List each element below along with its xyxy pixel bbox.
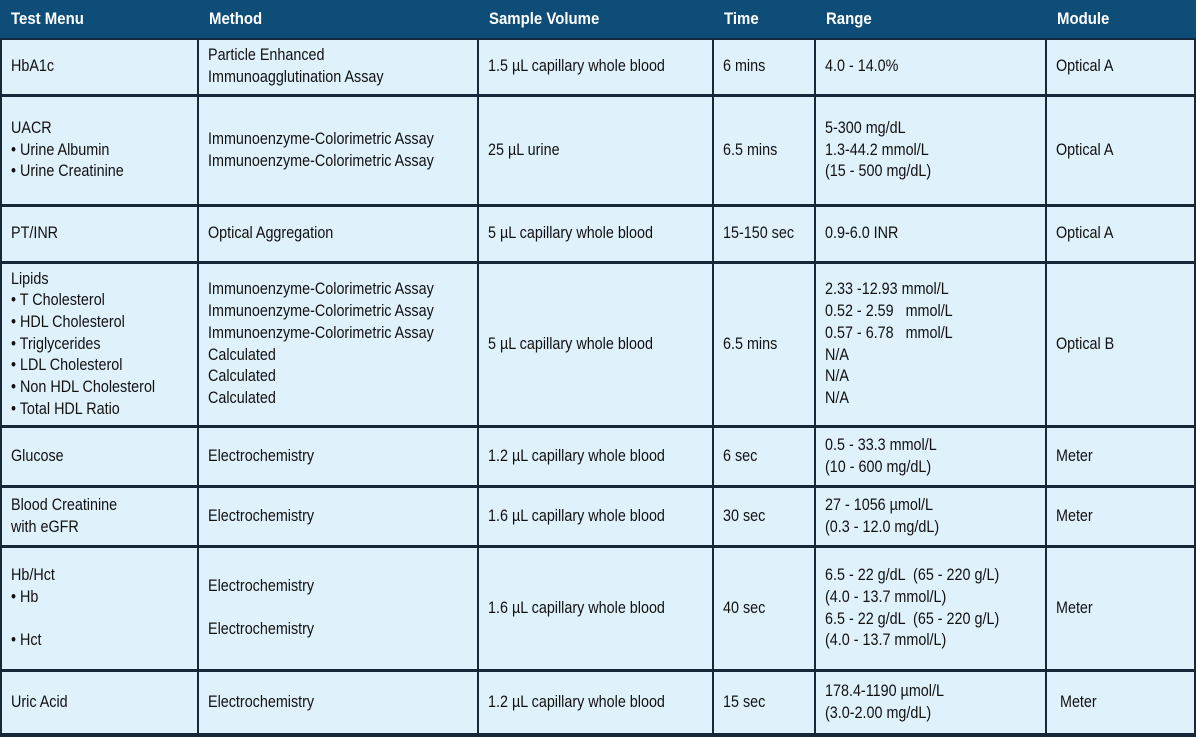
cell-sample-volume bbox=[479, 672, 712, 733]
cell-text: 2.33 -12.93 mmol/L bbox=[825, 280, 949, 299]
cell-text: Glucose bbox=[11, 446, 64, 465]
cell-module bbox=[1047, 264, 1194, 425]
cell-text: 1.6 µL capillary whole blood bbox=[488, 506, 665, 525]
cell-time bbox=[714, 548, 814, 669]
cell-text: • HDL Cholesterol bbox=[11, 312, 125, 331]
cell-text: Immunoenzyme-Colorimetric Assay bbox=[208, 302, 434, 321]
cell-text: 1.2 µL capillary whole blood bbox=[488, 692, 665, 711]
cell-text: 0.9-6.0 INR bbox=[825, 224, 899, 243]
cell-sample-volume bbox=[479, 428, 712, 485]
cell-method bbox=[199, 207, 477, 261]
cell-text: • Hb bbox=[11, 587, 39, 606]
cell-sample-volume bbox=[479, 40, 712, 94]
cell-text: Blood Creatinine bbox=[11, 495, 118, 514]
header-method: Method bbox=[209, 9, 263, 28]
cell-text: • Hct bbox=[11, 631, 42, 650]
cell-text: (10 - 600 mg/dL) bbox=[825, 457, 932, 476]
cell-text: 30 sec bbox=[723, 506, 766, 525]
cell-text: • Urine Albumin bbox=[11, 140, 110, 159]
cell-text: 1.2 µL capillary whole blood bbox=[488, 446, 665, 465]
cell-text: HbA1c bbox=[11, 57, 55, 76]
cell-text: Electrochemistry bbox=[208, 576, 315, 595]
cell-sample-volume bbox=[479, 207, 712, 261]
cell-time bbox=[714, 207, 814, 261]
cell-method bbox=[199, 40, 477, 94]
cell-text: 15 sec bbox=[723, 692, 766, 711]
cell-method bbox=[199, 488, 477, 545]
header-range: Range bbox=[826, 9, 872, 28]
header-sample-volume: Sample Volume bbox=[489, 9, 600, 28]
cell-test-menu bbox=[2, 40, 197, 94]
cell-text: 27 - 1056 µmol/L bbox=[825, 495, 934, 514]
cell-text: 1.3-44.2 mmol/L bbox=[825, 140, 929, 159]
cell-text: Hb/Hct bbox=[11, 566, 55, 585]
cell-text: (4.0 - 13.7 mmol/L) bbox=[825, 587, 947, 606]
cell-range bbox=[816, 97, 1045, 204]
cell-text: with eGFR bbox=[11, 517, 79, 536]
cell-sample-volume bbox=[479, 548, 712, 669]
cell-range bbox=[816, 207, 1045, 261]
cell-text: N/A bbox=[825, 388, 849, 407]
cell-text: Calculated bbox=[208, 345, 276, 364]
cell-text: 6.5 - 22 g/dL (65 - 220 g/L) bbox=[825, 566, 1000, 585]
cell-text: Electrochemistry bbox=[208, 692, 315, 711]
cell-test-menu bbox=[2, 428, 197, 485]
cell-text: Meter bbox=[1056, 446, 1093, 465]
cell-text: 5-300 mg/dL bbox=[825, 118, 906, 137]
cell-text: Immunoenzyme-Colorimetric Assay bbox=[208, 129, 434, 148]
cell-method bbox=[199, 428, 477, 485]
cell-text: 0.5 - 33.3 mmol/L bbox=[825, 435, 937, 454]
cell-range bbox=[816, 40, 1045, 94]
cell-text: Immunoagglutination Assay bbox=[208, 68, 384, 86]
cell-sample-volume bbox=[479, 97, 712, 204]
cell-text: N/A bbox=[825, 367, 849, 386]
cell-text: • Non HDL Cholesterol bbox=[11, 378, 156, 397]
cell-text: (0.3 - 12.0 mg/dL) bbox=[825, 517, 940, 536]
cell-range bbox=[816, 548, 1045, 669]
cell-text: Meter bbox=[1056, 598, 1093, 617]
cell-range bbox=[816, 428, 1045, 485]
cell-text: PT/INR bbox=[11, 224, 59, 243]
cell-method bbox=[199, 97, 477, 204]
cell-text: 4.0 - 14.0% bbox=[825, 57, 899, 76]
cell-text: Immunoenzyme-Colorimetric Assay bbox=[208, 151, 434, 170]
cell-text bbox=[11, 609, 173, 631]
cell-text: 1.5 µL capillary whole blood bbox=[488, 57, 665, 76]
cell-text: Particle Enhanced bbox=[208, 46, 325, 65]
cell-text: (4.0 - 13.7 mmol/L) bbox=[825, 631, 947, 650]
cell-sample-volume bbox=[479, 264, 712, 425]
cell-time bbox=[714, 428, 814, 485]
cell-range bbox=[816, 264, 1045, 425]
cell-text bbox=[208, 598, 442, 620]
cell-time bbox=[714, 672, 814, 733]
cell-text: (3.0-2.00 mg/dL) bbox=[825, 703, 932, 722]
cell-text: 6 mins bbox=[723, 57, 766, 76]
cell-test-menu bbox=[2, 97, 197, 204]
cell-text: N/A bbox=[825, 345, 849, 364]
cell-text: 6 sec bbox=[723, 446, 758, 465]
cell-text: UACR bbox=[11, 118, 52, 137]
header-test-menu: Test Menu bbox=[11, 9, 84, 28]
cell-module bbox=[1047, 672, 1194, 733]
cell-text: Meter bbox=[1056, 692, 1097, 711]
cell-text: Electrochemistry bbox=[208, 506, 315, 525]
cell-text: 25 µL urine bbox=[488, 140, 560, 159]
cell-text: 15-150 sec bbox=[723, 224, 795, 243]
cell-text: 0.52 - 2.59 mmol/L bbox=[825, 302, 953, 321]
cell-text: (15 - 500 mg/dL) bbox=[825, 162, 932, 181]
cell-test-menu bbox=[2, 672, 197, 733]
cell-module bbox=[1047, 207, 1194, 261]
cell-text: 178.4-1190 µmol/L bbox=[825, 681, 944, 700]
cell-module bbox=[1047, 97, 1194, 204]
cell-text: 1.6 µL capillary whole blood bbox=[488, 598, 665, 617]
cell-text: Lipids bbox=[11, 269, 49, 288]
cell-method bbox=[199, 672, 477, 733]
table-header bbox=[0, 0, 1196, 38]
header-time: Time bbox=[724, 9, 759, 28]
cell-test-menu bbox=[2, 548, 197, 669]
cell-text: • Total HDL Ratio bbox=[11, 399, 120, 418]
cell-text: Optical A bbox=[1056, 140, 1114, 159]
cell-text: 5 µL capillary whole blood bbox=[488, 334, 653, 353]
cell-time bbox=[714, 488, 814, 545]
cell-text: 40 sec bbox=[723, 598, 766, 617]
cell-text: Uric Acid bbox=[11, 692, 68, 711]
cell-text: Electrochemistry bbox=[208, 620, 315, 639]
cell-text: Calculated bbox=[208, 367, 276, 386]
cell-test-menu bbox=[2, 488, 197, 545]
cell-test-menu bbox=[2, 264, 197, 425]
cell-range bbox=[816, 488, 1045, 545]
cell-time bbox=[714, 40, 814, 94]
cell-module bbox=[1047, 40, 1194, 94]
cell-module bbox=[1047, 548, 1194, 669]
cell-text: Meter bbox=[1056, 506, 1093, 525]
cell-text: Optical A bbox=[1056, 224, 1114, 243]
cell-module bbox=[1047, 428, 1194, 485]
cell-range bbox=[816, 672, 1045, 733]
header-module: Module bbox=[1057, 9, 1110, 28]
cell-text: 5 µL capillary whole blood bbox=[488, 224, 653, 243]
cell-module bbox=[1047, 488, 1194, 545]
cell-sample-volume bbox=[479, 488, 712, 545]
cell-test-menu bbox=[2, 207, 197, 261]
cell-time bbox=[714, 97, 814, 204]
cell-method bbox=[199, 264, 477, 425]
cell-text: • Triglycerides bbox=[11, 334, 101, 353]
cell-text: Immunoenzyme-Colorimetric Assay bbox=[208, 280, 434, 299]
cell-text: Calculated bbox=[208, 388, 276, 407]
cell-text: 6.5 - 22 g/dL (65 - 220 g/L) bbox=[825, 609, 1000, 628]
cell-text: Optical A bbox=[1056, 57, 1114, 76]
cell-text: • T Cholesterol bbox=[11, 291, 105, 310]
cell-text: • LDL Cholesterol bbox=[11, 356, 123, 375]
cell-text: Immunoenzyme-Colorimetric Assay bbox=[208, 323, 434, 342]
cell-text: Optical Aggregation bbox=[208, 224, 334, 243]
cell-text: • Urine Creatinine bbox=[11, 162, 124, 181]
cell-text: 6.5 mins bbox=[723, 334, 778, 353]
cell-text: 0.57 - 6.78 mmol/L bbox=[825, 323, 953, 342]
cell-method bbox=[199, 548, 477, 669]
cell-text: Optical B bbox=[1056, 334, 1115, 353]
cell-text: 6.5 mins bbox=[723, 140, 778, 159]
cell-text: Electrochemistry bbox=[208, 446, 315, 465]
cell-time bbox=[714, 264, 814, 425]
